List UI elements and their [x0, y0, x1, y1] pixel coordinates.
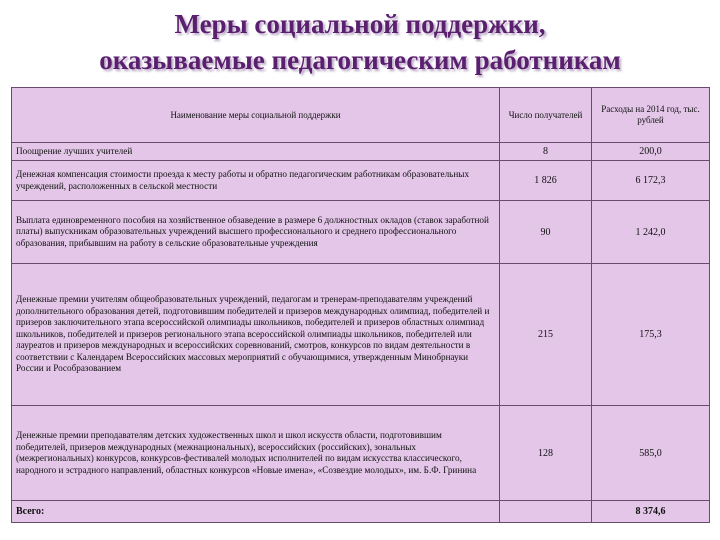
row-recipients: 128 — [500, 406, 592, 501]
row-expenses: 200,0 — [592, 143, 710, 161]
row-name: Денежные премии учителям общеобразовательных учреждений, педагогам и тренерам-преподавателям учреждений дополнительного образования детей, подготовившим победителей и призеров международных олимпиад, победителей и призеров заключительного этапа всероссийской олимпиады школьников, победителей и призеров областных олимпиад школьников, победителей и призеров регионального этапа всероссийской олимпиады школьников, победителей или лауреатов и призеров международных и всероссийских соревнований, смотров, конкурсов по видам деятельности в соответствии с Календарем Всероссийских массовых мероприятий с обучающимися, утвержденным Минобрнауки России и Рособразованием — [12, 264, 500, 406]
header-recipients: Число получателей — [500, 88, 592, 143]
table-row — [12, 406, 710, 501]
table-row — [12, 264, 710, 406]
row-name: Денежная компенсация стоимости проезда к месту работы и обратно педагогическим работникам образовательных учреждений, расположенных в сельской местности — [12, 161, 500, 201]
row-name: Поощрение лучших учителей — [12, 143, 500, 161]
row-recipients: 8 — [500, 143, 592, 161]
table-row — [12, 161, 710, 201]
total-expenses: 8 374,6 — [592, 501, 710, 523]
title-line-1: Меры социальной поддержки, — [174, 9, 546, 39]
row-name: Денежные премии преподавателям детских художественных школ и школ искусств области, подготовившим победителей, призеров международных (межнациональных), всероссийских (российских), зональных (межрегиональных) конкурсов, конкурсов-фестивалей молодых исполнителей по видам искусства классического, народного и эстрадного направлений, областных конкурсов «Новые имена», «Созвездие молодых», им. Б.Ф. Гринина — [12, 406, 500, 501]
header-name: Наименование меры социальной поддержки — [12, 88, 500, 143]
support-measures-table — [11, 87, 710, 523]
row-expenses: 1 242,0 — [592, 201, 710, 264]
row-recipients: 215 — [500, 264, 592, 406]
header-row — [12, 88, 710, 143]
row-name: Выплата единовременного пособия на хозяйственное обзаведение в размере 6 должностных окладов (ставок заработной платы) выпускникам образовательных учреждений высшего профессионального и среднего профессионального образования, прибывшим на работу в сельские образовательные учреждения — [12, 201, 500, 264]
slide-title — [0, 6, 720, 78]
title-line-2: оказываемые педагогическим работникам — [99, 45, 621, 75]
total-row — [12, 501, 710, 523]
header-expenses: Расходы на 2014 год, тыс. рублей — [592, 88, 710, 143]
row-recipients: 1 826 — [500, 161, 592, 201]
row-expenses: 585,0 — [592, 406, 710, 501]
row-recipients: 90 — [500, 201, 592, 264]
row-expenses: 6 172,3 — [592, 161, 710, 201]
table-row — [12, 201, 710, 264]
table-row — [12, 143, 710, 161]
total-label: Всего: — [12, 501, 500, 523]
total-recipients — [500, 501, 592, 523]
row-expenses: 175,3 — [592, 264, 710, 406]
